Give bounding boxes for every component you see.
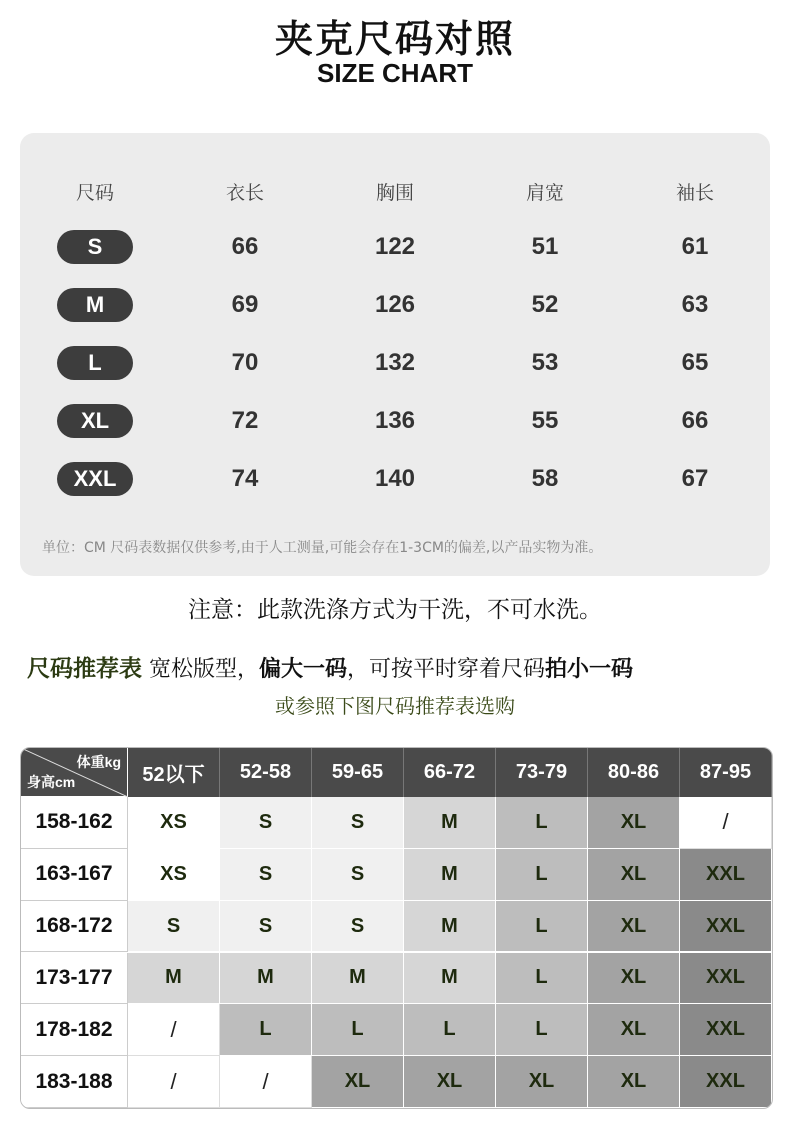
weight-header: 59-65	[312, 748, 404, 797]
size-chart-value: 63	[681, 291, 709, 318]
corner-weight-label: 体重kg	[76, 754, 121, 770]
size-chart-value: 67	[681, 465, 709, 492]
recommend-size-cell: /	[128, 1056, 220, 1108]
corner-height-label: 身高cm	[27, 774, 76, 790]
table-corner	[21, 748, 128, 797]
recommend-size-cell: M	[404, 797, 496, 849]
washing-notice: 注意：此款洗涤方式为干洗，不可水洗。	[188, 597, 602, 623]
recommend-size-cell: L	[496, 849, 588, 901]
size-chart-value: 132	[374, 349, 416, 376]
size-chart-value: 51	[531, 233, 559, 260]
recommend-size-cell: L	[496, 953, 588, 1005]
weight-header: 66-72	[404, 748, 496, 797]
recommend-size-cell: S	[220, 797, 312, 849]
size-pill: XL	[57, 404, 133, 438]
size-chart-value: 136	[374, 407, 416, 434]
size-chart-value: 52	[531, 291, 559, 318]
weight-header: 87-95	[680, 748, 772, 797]
weight-header: 73-79	[496, 748, 588, 797]
recommend-size-cell: M	[404, 953, 496, 1005]
recommend-line-2: 或参照下图尺码推荐表选购	[275, 694, 515, 718]
size-pill: M	[57, 288, 133, 322]
recommend-size-cell: XL	[312, 1056, 404, 1108]
recommend-size-cell: XL	[588, 901, 680, 953]
height-row-header: 168-172	[21, 901, 128, 953]
measurement-note: 单位：CM 尺码表数据仅供参考,由于人工测量,可能会存在1-3CM的偏差,以产品实物为准。	[42, 540, 603, 556]
size-chart-value: 140	[374, 465, 416, 492]
recommend-size-cell: XXL	[680, 1004, 772, 1056]
height-row-header: 183-188	[21, 1056, 128, 1108]
recommend-size-cell: M	[404, 849, 496, 901]
recommend-size-cell: M	[404, 901, 496, 953]
recommend-size-cell: XL	[496, 1056, 588, 1108]
recommend-size-cell: /	[128, 1004, 220, 1056]
recommend-size-cell: XL	[588, 849, 680, 901]
height-row-header: 173-177	[21, 953, 128, 1005]
recommend-size-cell: M	[128, 953, 220, 1005]
size-pill: XXL	[57, 462, 133, 496]
size-pill: S	[57, 230, 133, 264]
recommend-size-cell: L	[496, 1004, 588, 1056]
recommend-size-cell: L	[220, 1004, 312, 1056]
weight-header: 52以下	[128, 748, 220, 797]
recommend-size-cell: L	[312, 1004, 404, 1056]
height-row-header: 178-182	[21, 1004, 128, 1056]
recommend-bold-2: 拍小一码	[545, 657, 634, 682]
recommend-size-cell: XL	[588, 1056, 680, 1108]
recommend-size-cell: /	[680, 797, 772, 849]
recommend-size-cell: L	[496, 797, 588, 849]
height-row-header: 163-167	[21, 849, 128, 901]
size-chart-value: 74	[231, 465, 259, 492]
recommend-size-cell: M	[220, 953, 312, 1005]
weight-header: 80-86	[588, 748, 680, 797]
recommend-size-cell: XXL	[680, 1056, 772, 1108]
recommend-bold-1: 偏大一码	[259, 657, 348, 682]
size-chart-header: 尺码	[75, 182, 114, 204]
recommend-size-cell: L	[496, 901, 588, 953]
size-chart-value: 61	[681, 233, 709, 260]
recommend-size-cell: S	[128, 901, 220, 953]
recommend-size-cell: XL	[588, 953, 680, 1005]
size-chart-header: 胸围	[375, 182, 414, 204]
recommend-line	[27, 650, 633, 683]
size-chart-value: 53	[531, 349, 559, 376]
size-chart-value: 69	[231, 291, 259, 318]
recommend-size-cell: XS	[128, 797, 220, 849]
recommend-text-2: ，可按平时穿着尺码	[347, 657, 546, 682]
recommend-size-cell: S	[220, 849, 312, 901]
recommend-table	[20, 747, 773, 1109]
size-chart-header: 肩宽	[525, 182, 564, 204]
size-chart-value: 66	[681, 407, 709, 434]
recommend-size-cell: S	[312, 849, 404, 901]
recommend-size-cell: XXL	[680, 953, 772, 1005]
height-row-header: 158-162	[21, 797, 128, 849]
recommend-size-cell: XL	[404, 1056, 496, 1108]
size-chart-value: 70	[231, 349, 259, 376]
recommend-text-1: 宽松版型，	[142, 657, 259, 682]
recommend-size-cell: S	[312, 797, 404, 849]
recommend-label: 尺码推荐表	[27, 656, 142, 682]
size-chart-header: 衣长	[225, 182, 264, 204]
recommend-size-cell: /	[220, 1056, 312, 1108]
recommend-size-cell: XXL	[680, 901, 772, 953]
size-chart-value: 58	[531, 465, 559, 492]
size-pill: L	[57, 346, 133, 380]
page-title: 夹克尺码对照	[274, 17, 515, 61]
size-chart-value: 72	[231, 407, 259, 434]
size-chart-header: 袖长	[675, 182, 714, 204]
size-chart-value: 126	[374, 291, 416, 318]
recommend-size-cell: XL	[588, 1004, 680, 1056]
recommend-size-cell: M	[312, 953, 404, 1005]
recommend-size-cell: S	[220, 901, 312, 953]
recommend-size-cell: XS	[128, 849, 220, 901]
weight-header: 52-58	[220, 748, 312, 797]
recommend-size-cell: XL	[588, 797, 680, 849]
size-chart-value: 65	[681, 349, 709, 376]
page-subtitle: SIZE CHART	[317, 58, 473, 88]
recommend-size-cell: L	[404, 1004, 496, 1056]
recommend-size-cell: XXL	[680, 849, 772, 901]
recommend-size-cell: S	[312, 901, 404, 953]
size-chart-value: 66	[231, 233, 259, 260]
size-chart-value: 122	[374, 233, 416, 260]
size-chart-value: 55	[531, 407, 559, 434]
